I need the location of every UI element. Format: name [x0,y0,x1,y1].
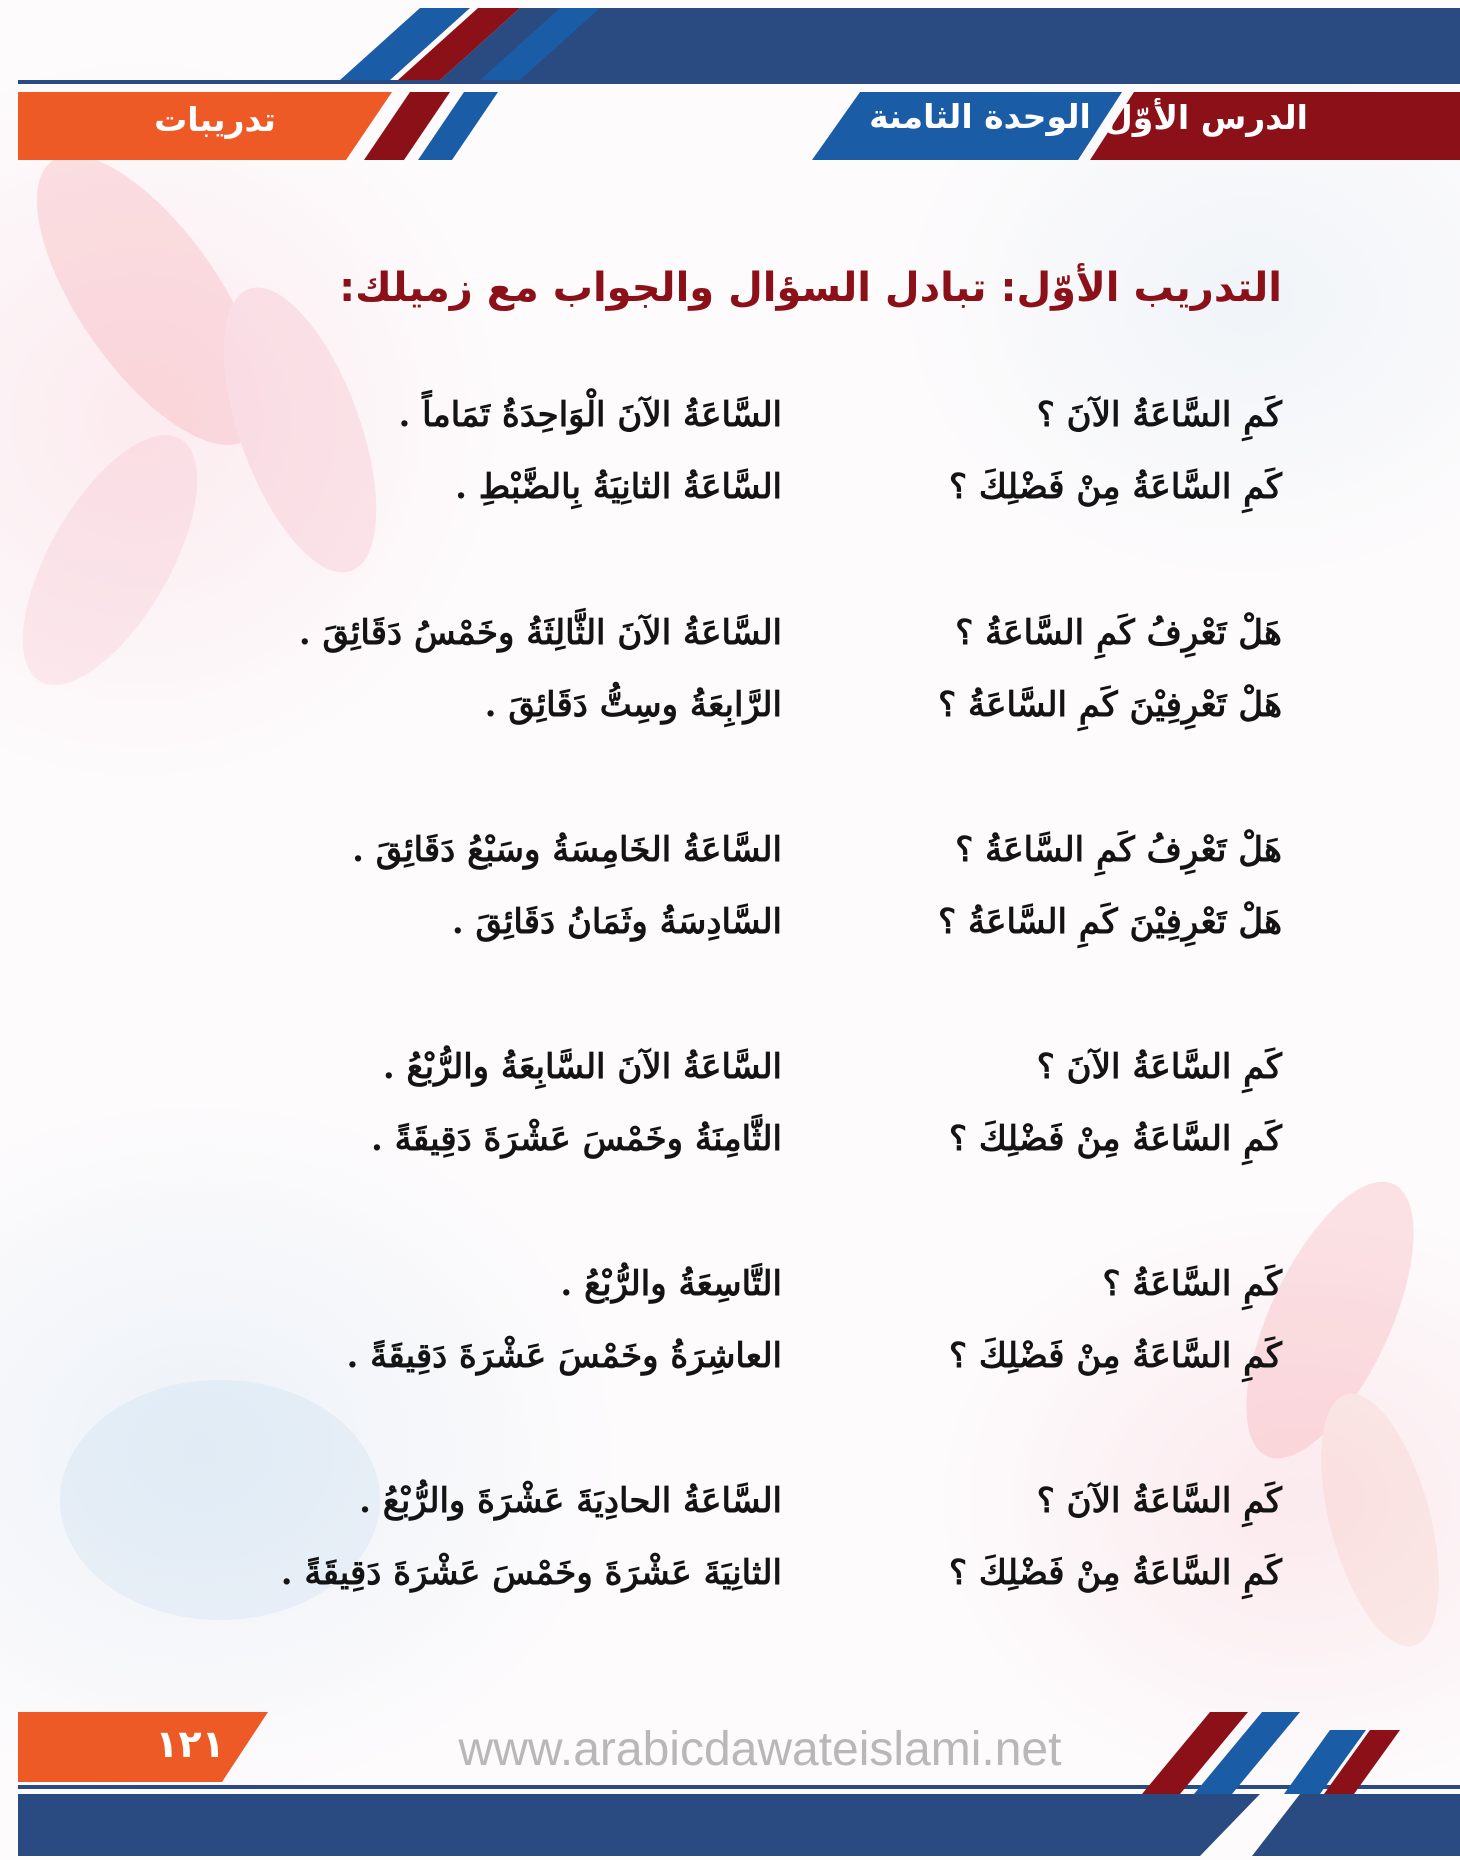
answer-line: الثَّامِنَةُ وخَمْسَ عَشْرَةَ دَقِيقَةً . [370,1119,782,1159]
qa-pair [162,830,1282,970]
question-line: هَلْ تَعْرِفُ كَمِ السَّاعَةُ ؟ [955,613,1282,653]
answer-line: السَّاعَةُ الحادِيَةَ عَشْرَةَ والرُّبْعُ . [359,1481,782,1521]
qa-pair [162,613,1282,753]
question-line: كَمِ السَّاعَةُ مِنْ فَضْلِكَ ؟ [949,467,1282,507]
question-line: كَمِ السَّاعَةُ ؟ [1102,1264,1282,1304]
question-line: كَمِ السَّاعَةُ الآنَ ؟ [1036,395,1282,435]
answer-line: السَّاعَةُ الثانِيَةُ بِالضَّبْطِ . [455,467,782,507]
website-watermark: www.arabicdawateislami.net [458,1723,1062,1776]
qa-pair [162,1481,1282,1621]
lesson-label: الدرس الأوّل [1104,98,1308,137]
qa-pair [162,1264,1282,1404]
answer-line: السَّادِسَةُ وثَمَانُ دَقَائِقَ . [451,902,782,942]
question-line: هَلْ تَعْرِفُ كَمِ السَّاعَةُ ؟ [955,830,1282,870]
question-line: كَمِ السَّاعَةُ الآنَ ؟ [1036,1481,1282,1521]
top-navy-bar [440,8,1460,80]
section-label: تدريبات [154,100,276,139]
question-line: هَلْ تَعْرِفِيْنَ كَمِ السَّاعَةُ ؟ [938,902,1282,942]
exercise-title: التدريب الأوّل: تبادل السؤال والجواب مع زميلك: [339,265,1282,311]
question-line: كَمِ السَّاعَةُ الآنَ ؟ [1036,1047,1282,1087]
question-line: كَمِ السَّاعَةُ مِنْ فَضْلِكَ ؟ [949,1119,1282,1159]
answer-line: العاشِرَةُ وخَمْسَ عَشْرَةَ دَقِيقَةً . [346,1336,782,1376]
answer-line: التَّاسِعَةُ والرُّبْعُ . [560,1264,782,1304]
answer-line: السَّاعَةُ الآنَ الْوَاحِدَةُ تَمَاماً . [398,395,782,435]
page-number: ١٢١ [155,1722,225,1766]
unit-label: الوحدة الثامنة [869,97,1091,136]
qa-pair [162,395,1282,535]
qa-pair [162,1047,1282,1187]
question-line: كَمِ السَّاعَةُ مِنْ فَضْلِكَ ؟ [949,1553,1282,1593]
answer-line: السَّاعَةُ الآنَ الثَّالِثَةُ وخَمْسُ دَقَائِقَ . [298,613,782,653]
footer-navy-bar [18,1794,1260,1856]
answer-line: السَّاعَةُ الآنَ السَّابِعَةُ والرُّبْعُ . [382,1047,782,1087]
answer-line: السَّاعَةُ الخَامِسَةُ وسَبْعُ دَقَائِقَ . [352,830,782,870]
question-line: كَمِ السَّاعَةُ مِنْ فَضْلِكَ ؟ [949,1336,1282,1376]
answer-line: الثانِيَةَ عَشْرَةَ وخَمْسَ عَشْرَةَ دَقِيقَةً . [280,1553,782,1593]
answer-line: الرَّابِعَةُ وسِتُّ دَقَائِقَ . [484,685,782,725]
question-line: هَلْ تَعْرِفِيْنَ كَمِ السَّاعَةُ ؟ [938,685,1282,725]
